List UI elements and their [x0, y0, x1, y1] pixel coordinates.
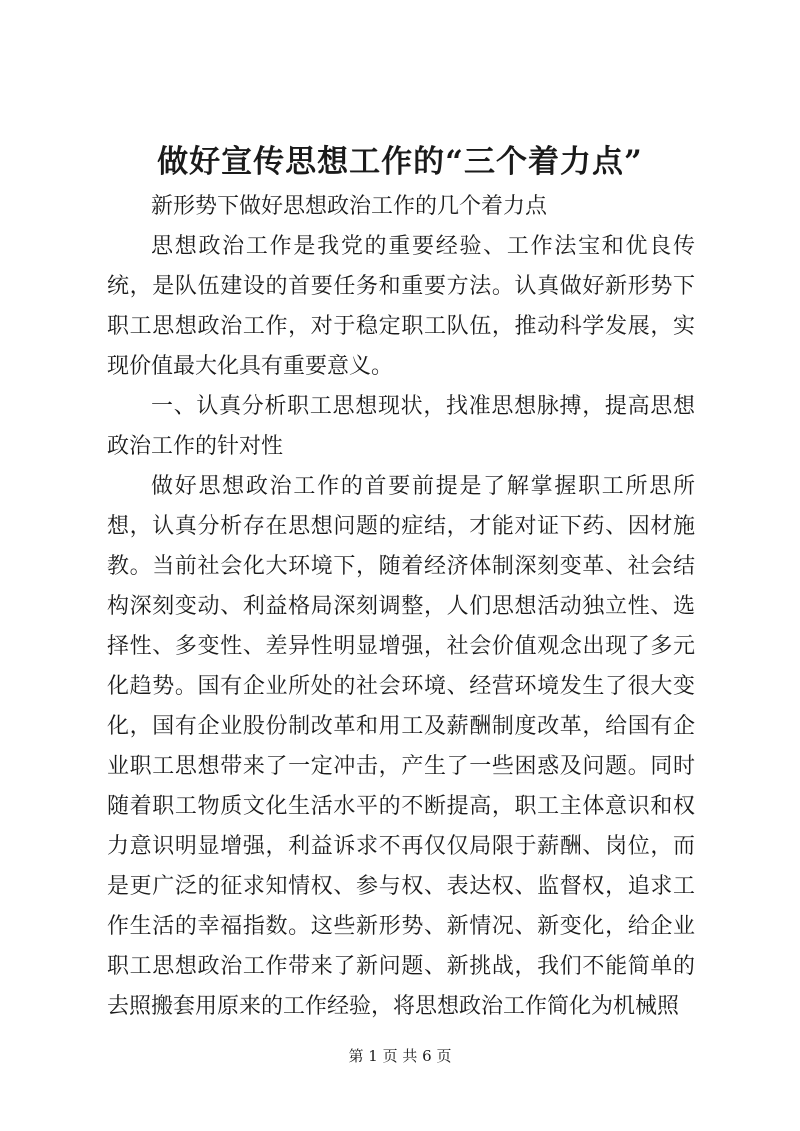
- body-paragraph: 思想政治工作是我党的重要经验、工作法宝和优良传统，是队伍建设的首要任务和重要方法。认真做好新形势下职工思想政治工作，对于稳定职工队伍，推动科学发展，实现价值最大化具有重要意义。: [107, 234, 695, 379]
- document-body: [107, 187, 695, 1027]
- section-heading: 一、认真分析职工思想现状，找准思想脉搏，提高思想政治工作的针对性: [107, 394, 695, 459]
- subtitle-paragraph: 新形势下做好思想政治工作的几个着力点: [151, 194, 548, 219]
- page-number: 第 1 页 共 6 页: [348, 1047, 452, 1065]
- document-title: 做好宣传思想工作的“三个着力点”: [157, 144, 643, 180]
- body-paragraph: 做好思想政治工作的首要前提是了解掌握职工所思所想，认真分析存在思想问题的症结，才能对证下药、因材施教。当前社会化大环境下，随着经济体制深刻变革、社会结构深刻变动、利益格局深刻调整，人们思想活动独立性、选择性、多变性、差异性明显增强，社会价值观念出现了多元化趋势。国有企业所处的社会环境、经营环境发生了很大变化，国有企业股份制改革和用工及薪酬制度改革，给国有企业职工思想带来了一定冲击，产生了一些困惑及问题。同时随着职工物质文化生活水平的不断提高，职工主体意识和权力意识明显增强，利益诉求不再仅仅局限于薪酬、岗位，而是更广泛的征求知情权、参与权、表达权、监督权，追求工作生活的幸福指数。这些新形势、新情况、新变化，给企业职工思想政治工作带来了新问题、新挑战，我们不能简单的去照搬套用原来的工作经验，将思想政治工作简化为机械照: [107, 474, 695, 1019]
